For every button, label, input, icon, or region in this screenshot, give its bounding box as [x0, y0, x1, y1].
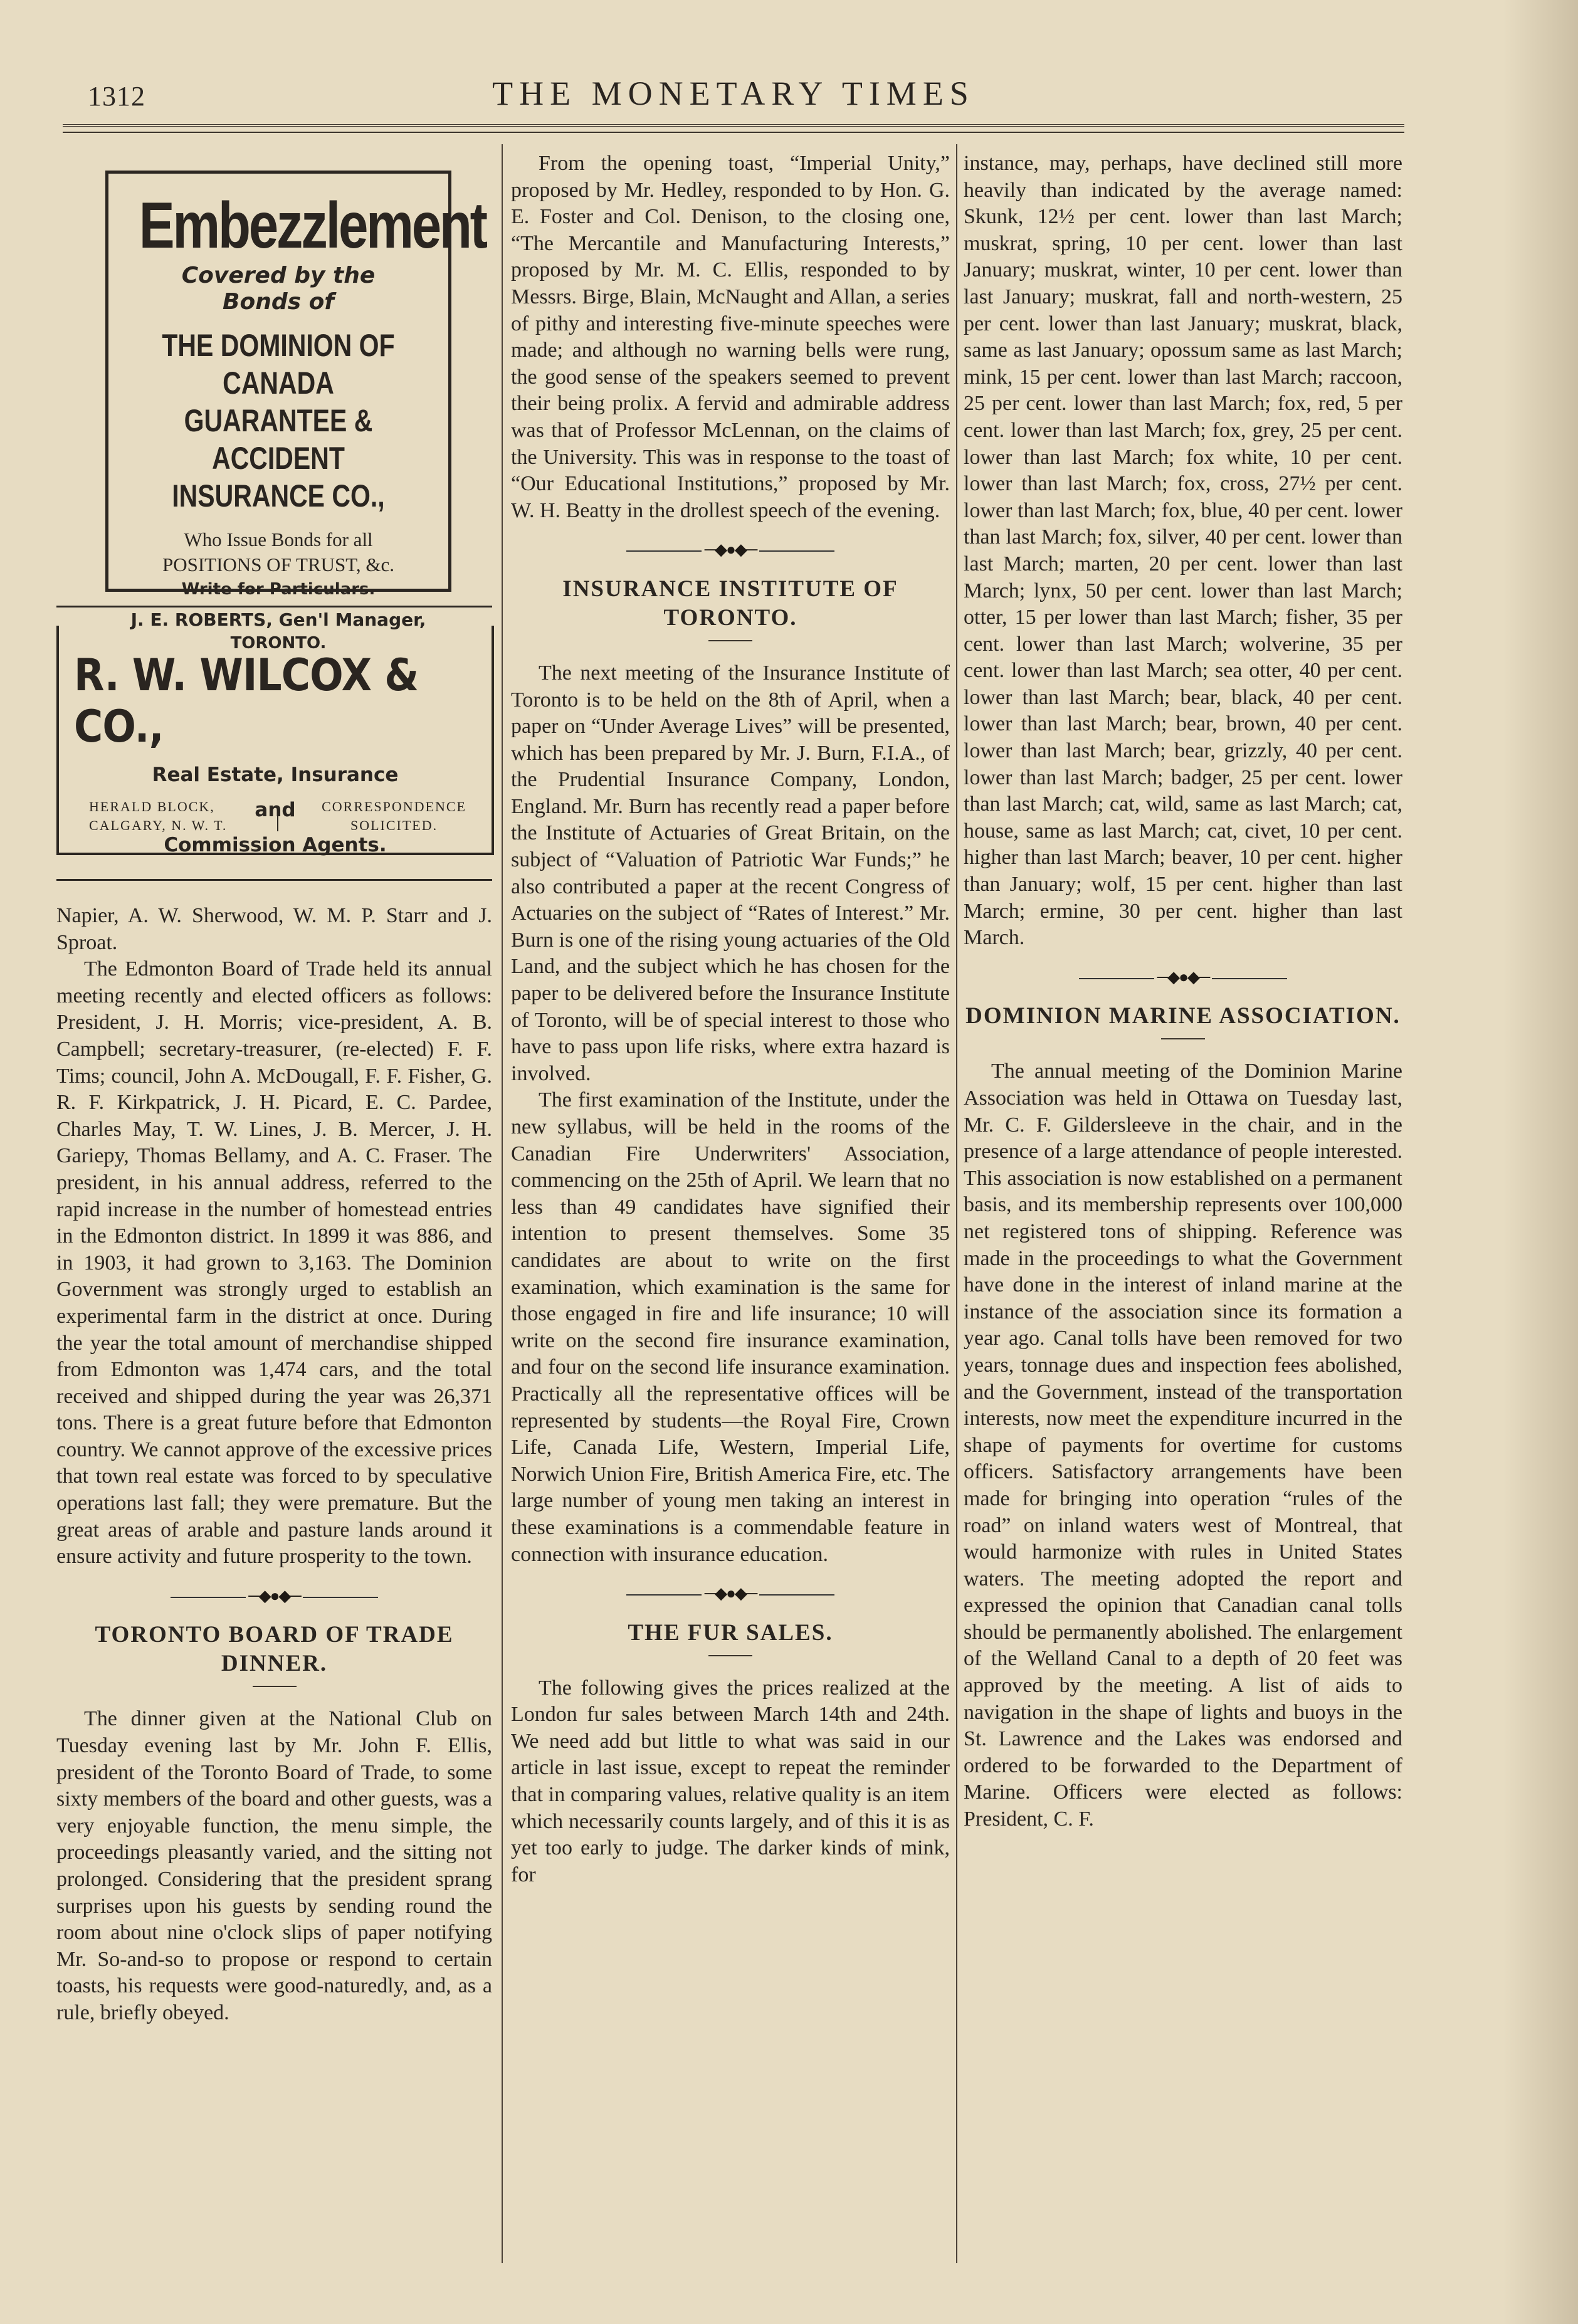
ad-line: Real Estate, Insurance — [152, 764, 399, 786]
column-1 — [56, 903, 492, 2027]
paragraph: The Edmonton Board of Trade held its annual meeting recently and elected officers as follows: President, J. H. Morris; vice-president, A. B. Campbell; secretary-treasurer, (re-elected) F. F. Tims; council, John A. McDougall, F. F. Fisher, G. R. F. Kirkpatrick, J. H. Picard, E. C. Pardee, Charles May, T. W. Lines, J. B. Mercer, J. H. Gariepy, Thomas Bellamy, and A. C. Fraser. The president, in his annual address, referred to the rapid increase in the number of homestead entries in the Edmonton district. In 1899 it was 886, and in 1903, it had grown to 3,163. The Dominion Government was strongly urged to establish an experimental farm in the district at once. During the year the total amount of merchandise shipped from Edmonton was 1,474 cars, and the total received and shipped during the year was 26,371 tons. There is a great future before that Edmonton country. We cannot approve of the excessive prices that town real estate was forced to by speculative operations last fall; they were premature. But the great areas of arable and pasture lands around it ensure activity and future prosperity to the town. — [56, 957, 492, 1569]
paragraph: From the opening toast, “Imperial Unity,” proposed by Mr. Hedley, responded to by Hon. G. E. Foster and Col. Denison, to the closing one, “The Mercantile and Manufacturing Interests,” proposed by Mr. M. C. Ellis, responded to by Messrs. Birge, Blain, McNaught and Allan, a series of pithy and interesting five-minute speeches were made; and although no warning bells were rung, the good sense of the speakers seemed to prevent their being prolix. A fervid and admirable address was that of Professor McLennan, on the claims of the University. This was in response to the toast of “Our Educational Institutions,” proposed by Mr. W. H. Beatty in the drollest speech of the evening. — [511, 152, 950, 522]
column-2 — [511, 150, 950, 1888]
ornament-divider: ─◆●◆─ — [56, 1583, 492, 1610]
page-number: 1312 — [88, 81, 145, 112]
column-3 — [964, 150, 1402, 1833]
paragraph: Napier, A. W. Sherwood, W. M. P. Starr and J. Sproat. — [56, 904, 492, 954]
heading-trade-dinner: TORONTO BOARD OF TRADE DINNER. — [95, 1622, 454, 1677]
heading-marine-association: DOMINION MARINE ASSOCIATION. — [965, 1003, 1401, 1029]
paragraph: The next meeting of the Insurance Institute of Toronto is to be held on the 8th of April, when a paper on “Under Average Lives” will be presented, which has been prepared by Mr. J. Burn, F.I.A., of the Prudential Insurance Company, London, England. Mr. Burn has recently read a paper before the Institute of Actuaries of Great Britain, on the subject of “Valuation of Patriotic War Funds;” he also contributed a paper at the recent Congress of Actuaries on the subject of “Rates of Interest.” Mr. Burn is one of the rising young actuaries of the Old Land, and the subject which he has chosen for the paper to be delivered before the Insurance Institute of Toronto, will be of special interest to those who have to pass upon life risks, where extra hazard is involved. — [511, 661, 950, 1085]
ad-correspondence — [322, 797, 466, 835]
column-divider-2 — [956, 144, 957, 2263]
ad-city: TORONTO. — [230, 634, 327, 653]
ad-divider — [56, 879, 492, 881]
paragraph: instance, may, perhaps, have declined still more heavily than indicated by the average named: Skunk, 12½ per cent. lower than last March; muskrat, spring, 10 per cent. lower than last January; muskrat, winter, 10 per cent. lower than last January; muskrat, fall and north-western, 25 per cent. lower than last January; muskrat, black, same as last January; opossum same as last March; mink, 15 per cent. lower than last March; raccoon, 25 per cent. lower than last March; fox, red, 5 per cent. lower than last March; fox, grey, 25 per cent. lower than last March; fox white, 10 per cent. lower than last March; fox, cross, 27½ per cent. lower than last March; fox, blue, 40 per cent. lower than last March; fox, silver, 40 per cent. lower than last March; marten, 20 per cent. lower than last March; lynx, 50 per cent. lower than last March; otter, 15 per lower than last March; fisher, 35 per cent. lower than last March; wolverine, 35 per cent. lower than last March; sea otter, 40 per cent. lower than last March; bear, black, 40 per cent. lower than last March; bear, brown, 40 per cent. lower than last March; bear, grizzly, 40 per cent. lower than last March; badger, 25 per cent. lower than last March; cat, wild, same as last March; cat, house, same as last March; cat, civet, 10 per cent. higher than last March; beaver, 10 per cent. higher than January; wolf, 15 per cent. higher than last March; ermine, 30 per cent. higher than last March. — [964, 152, 1402, 950]
ad-corr-line: CORRESPONDENCE — [322, 799, 466, 814]
ad-company-name — [139, 327, 418, 515]
page-shadow — [1503, 0, 1578, 2324]
ad-line: Commission Agents. — [164, 834, 387, 856]
short-rule — [708, 1655, 752, 1656]
heading-fur-sales: THE FUR SALES. — [628, 1619, 833, 1646]
ad-write: Write for Particulars. — [181, 580, 376, 599]
header-rule — [63, 124, 1404, 133]
paragraph: The dinner given at the National Club on Tuesday evening last by Mr. John F. Ellis, president of the Toronto Board of Trade, to some sixty members of the board and other guests, was a very enjoyable function, the menu simple, the proceedings pleasantly varied, and the sitting not prolonged. Considering that the president sprang surprises upon his guests by sending round the room about nine o'clock slips of paper notifying Mr. So-and-so to propose or respond to certain toasts, his requests were good-naturedly, and, as a rule, briefly obeyed. — [56, 1707, 492, 2024]
ad-address — [89, 797, 227, 835]
ad-corr-line: SOLICITED. — [350, 818, 438, 833]
ad-wilcox — [56, 626, 494, 855]
ad-covered-line: Bonds of — [223, 289, 334, 315]
ornament-divider: ─◆●◆─ — [511, 1580, 950, 1607]
short-rule — [1161, 1038, 1205, 1039]
ad-headline: R. W. WILCOX & CO., — [74, 649, 419, 752]
ad-line: and — [255, 799, 296, 821]
ad-headline: Embezzlement — [139, 189, 486, 262]
page-header — [63, 74, 1404, 118]
paragraph: The annual meeting of the Dominion Marine Association was held in Ottawa on Tuesday last, Mr. C. F. Gildersleeve in the chair, and in the presence of a large attendance of people interested. This association is now established on a permanent basis, and its membership represents over 100,000 net registered tons of shipping. Reference was made in the proceedings to what the Government have done in the interest of inland marine at the instance of the association since its formation a year ago. Canal tolls have been removed for two years, tonnage dues and inspection fees abolished, and the Government, instead of the transportation interests, now meet the expenditure incurred in the shape of payments for overtime for customs officers. Satisfactory arrangements have been made for bringing into operation “rules of the road” on inland waters west of Montreal, that would harmonize with rules in United States waters. The meeting adopted the report and expressed the opinion that Canadian canal tolls should be permanently abolished. The enlargement of the Welland Canal to a depth of 20 feet was approved by the meeting. A list of aids to navigation in the shape of lights and buoys in the St. Lawrence and the Lakes was endorsed and ordered to be forwarded to the Department of Marine. Officers were elected as follows: President, C. F. — [964, 1059, 1402, 1831]
short-rule — [708, 640, 752, 641]
ornament-divider: ─◆●◆─ — [964, 964, 1402, 991]
ad-who-line: Who Issue Bonds for all — [184, 528, 373, 550]
ad-company-line: INSURANCE CO., — [172, 478, 385, 513]
ad-embezzlement — [105, 171, 486, 653]
column-divider-1 — [502, 144, 503, 2263]
ad-divider — [56, 606, 492, 607]
masthead-title: THE MONETARY TIMES — [492, 75, 975, 112]
ad-covered-line: Covered by the — [181, 263, 376, 288]
ad-address-line: CALGARY, N. W. T. — [89, 818, 228, 833]
ad-who-line: POSITIONS OF TRUST, &c. — [162, 554, 395, 576]
heading-insurance-institute: INSURANCE INSTITUTE OF TORONTO. — [562, 576, 898, 631]
paragraph: The first examination of the Institute, under the new syllabus, will be held in the rooms of the Canadian Fire Underwriters' Association, commencing on the 25th of April. We learn that no less than 49 candidates have signified their intention to present themselves. Some 35 candidates are about to write on the first examination, which examination is the same for those engaged in fire and life insurance; 10 will write on the second fire insurance examination, and four on the second life insurance examination. Practically all the representative offices will be represented by students—the Royal Fire, Crown Life, Canada Life, Western, Imperial Life, Norwich Union Fire, British America Fire, etc. The large number of young men taking an interest in these examinations is a commendable feature in connection with insurance education. — [511, 1088, 950, 1566]
ad-divider-bar — [277, 806, 278, 831]
ad-company-line: GUARANTEE & ACCIDENT — [184, 403, 373, 476]
ad-manager: J. E. ROBERTS, Gen'l Manager, — [130, 609, 426, 630]
paragraph: The following gives the prices realized at the London fur sales between March 14th and 24th. We need add but little to what was said in our article in last issue, except to repeat the reminder that in comparing values, relative quality is an item which necessarily counts largely, and of this it is as yet too early to judge. The darker kinds of mink, for — [511, 1676, 950, 1886]
short-rule — [253, 1686, 297, 1687]
ornament-divider: ─◆●◆─ — [511, 537, 950, 564]
ad-address-line: HERALD BLOCK, — [89, 799, 215, 814]
ad-company-line: THE DOMINION OF CANADA — [162, 328, 395, 401]
